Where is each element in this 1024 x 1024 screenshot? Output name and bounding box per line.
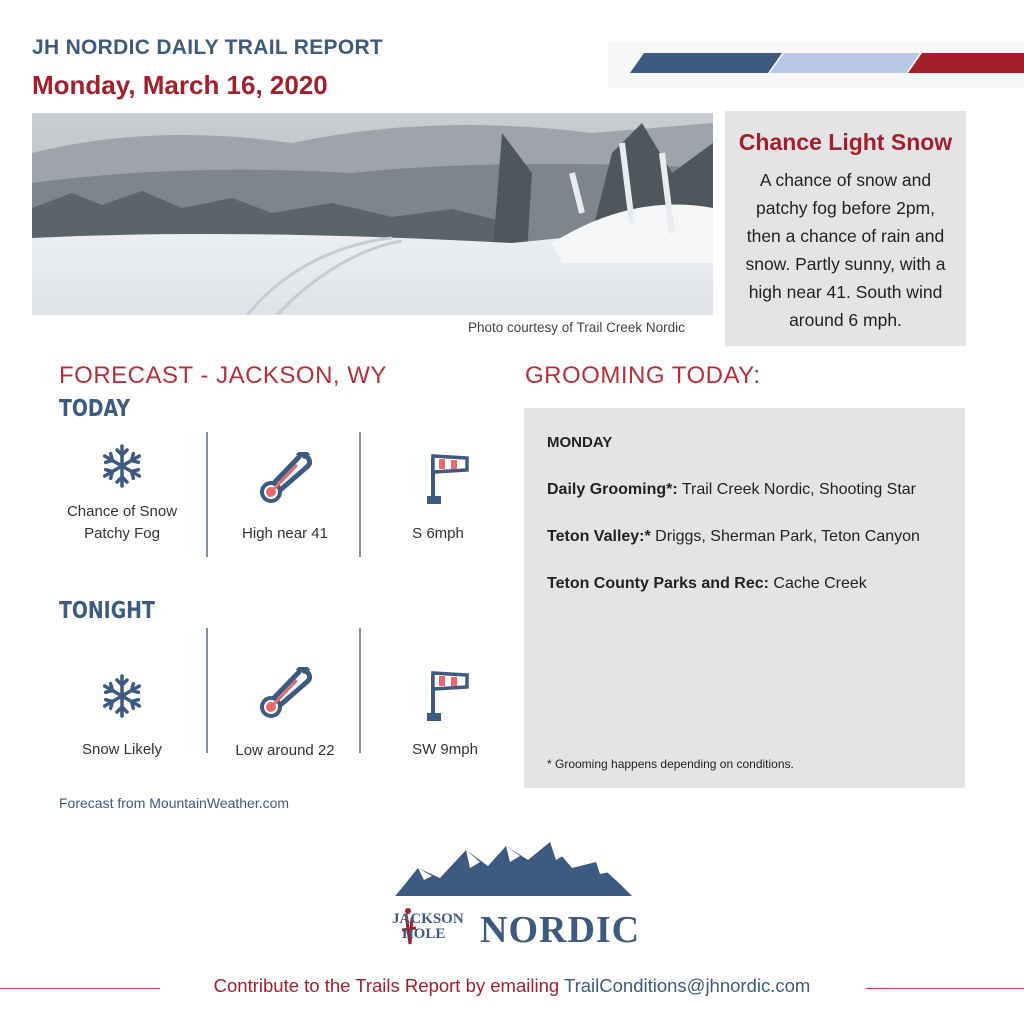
grooming-entry-label: Daily Grooming*: <box>547 481 678 498</box>
grooming-entry <box>547 481 916 499</box>
tonight-wind: SW 9mph <box>412 741 478 758</box>
thermometer-icon <box>258 667 314 724</box>
grooming-entry <box>547 528 920 546</box>
logo-line1: JACKSON <box>392 911 464 927</box>
logo-name: NORDIC <box>480 909 641 951</box>
windsock-icon <box>425 450 473 511</box>
footer <box>0 975 1024 997</box>
grooming-entry-label: Teton County Parks and Rec: <box>547 575 769 592</box>
grooming-entry <box>547 575 867 593</box>
photo-caption: Photo courtesy of Trail Creek Nordic <box>468 320 685 335</box>
divider <box>206 628 208 753</box>
tonight-temperature: Low around 22 <box>235 742 335 759</box>
grooming-day: MONDAY <box>547 434 613 451</box>
footer-text: Contribute to the Trails Report by emailing <box>213 975 564 996</box>
grooming-note: * Grooming happens depending on conditions. <box>547 757 794 771</box>
today-wind: S 6mph <box>412 525 464 542</box>
today-temperature: High near 41 <box>242 525 328 542</box>
forecast-source: Forecast from MountainWeather.com <box>59 795 290 811</box>
footer-email-link[interactable]: TrailConditions@jhnordic.com <box>563 975 811 996</box>
windsock-icon <box>425 667 473 728</box>
weather-summary-title: Chance Light Snow <box>738 129 953 155</box>
grooming-title: GROOMING TODAY: <box>525 362 761 389</box>
report-title: JH NORDIC DAILY TRAIL REPORT <box>32 36 384 59</box>
grooming-entry-value: Cache Creek <box>768 575 867 592</box>
tonight-label: TONIGHT <box>59 598 155 624</box>
report-date: Monday, March 16, 2020 <box>32 70 328 100</box>
snowflake-icon <box>99 443 145 494</box>
grooming-panel <box>524 408 965 788</box>
today-label: TODAY <box>59 396 131 422</box>
jh-nordic-logo <box>388 838 640 956</box>
grooming-entry-value: Driggs, Sherman Park, Teton Canyon <box>650 528 920 545</box>
trail-photo <box>32 113 713 315</box>
divider <box>359 628 361 753</box>
today-condition-line1: Chance of Snow <box>66 503 178 520</box>
divider <box>206 432 208 557</box>
forecast-title: FORECAST - JACKSON, WY <box>59 362 387 389</box>
thermometer-icon <box>258 452 314 509</box>
snowflake-icon <box>99 673 145 724</box>
logo-line2: HOLE <box>402 926 446 942</box>
weather-summary-description: A chance of snow and patchy fog before 2pm, then a chance of rain and snow. Partly sunny, with a high near 41. South wind around 6 mph. <box>745 170 946 330</box>
grooming-entry-value: Trail Creek Nordic, Shooting Star <box>677 481 917 498</box>
today-condition-line2: Patchy Fog <box>84 525 160 542</box>
tonight-condition: Snow Likely <box>81 741 163 758</box>
grooming-entry-label: Teton Valley:* <box>547 528 651 545</box>
weather-summary-panel <box>725 111 966 346</box>
today-condition <box>47 501 197 545</box>
header-stripes <box>608 42 1024 88</box>
